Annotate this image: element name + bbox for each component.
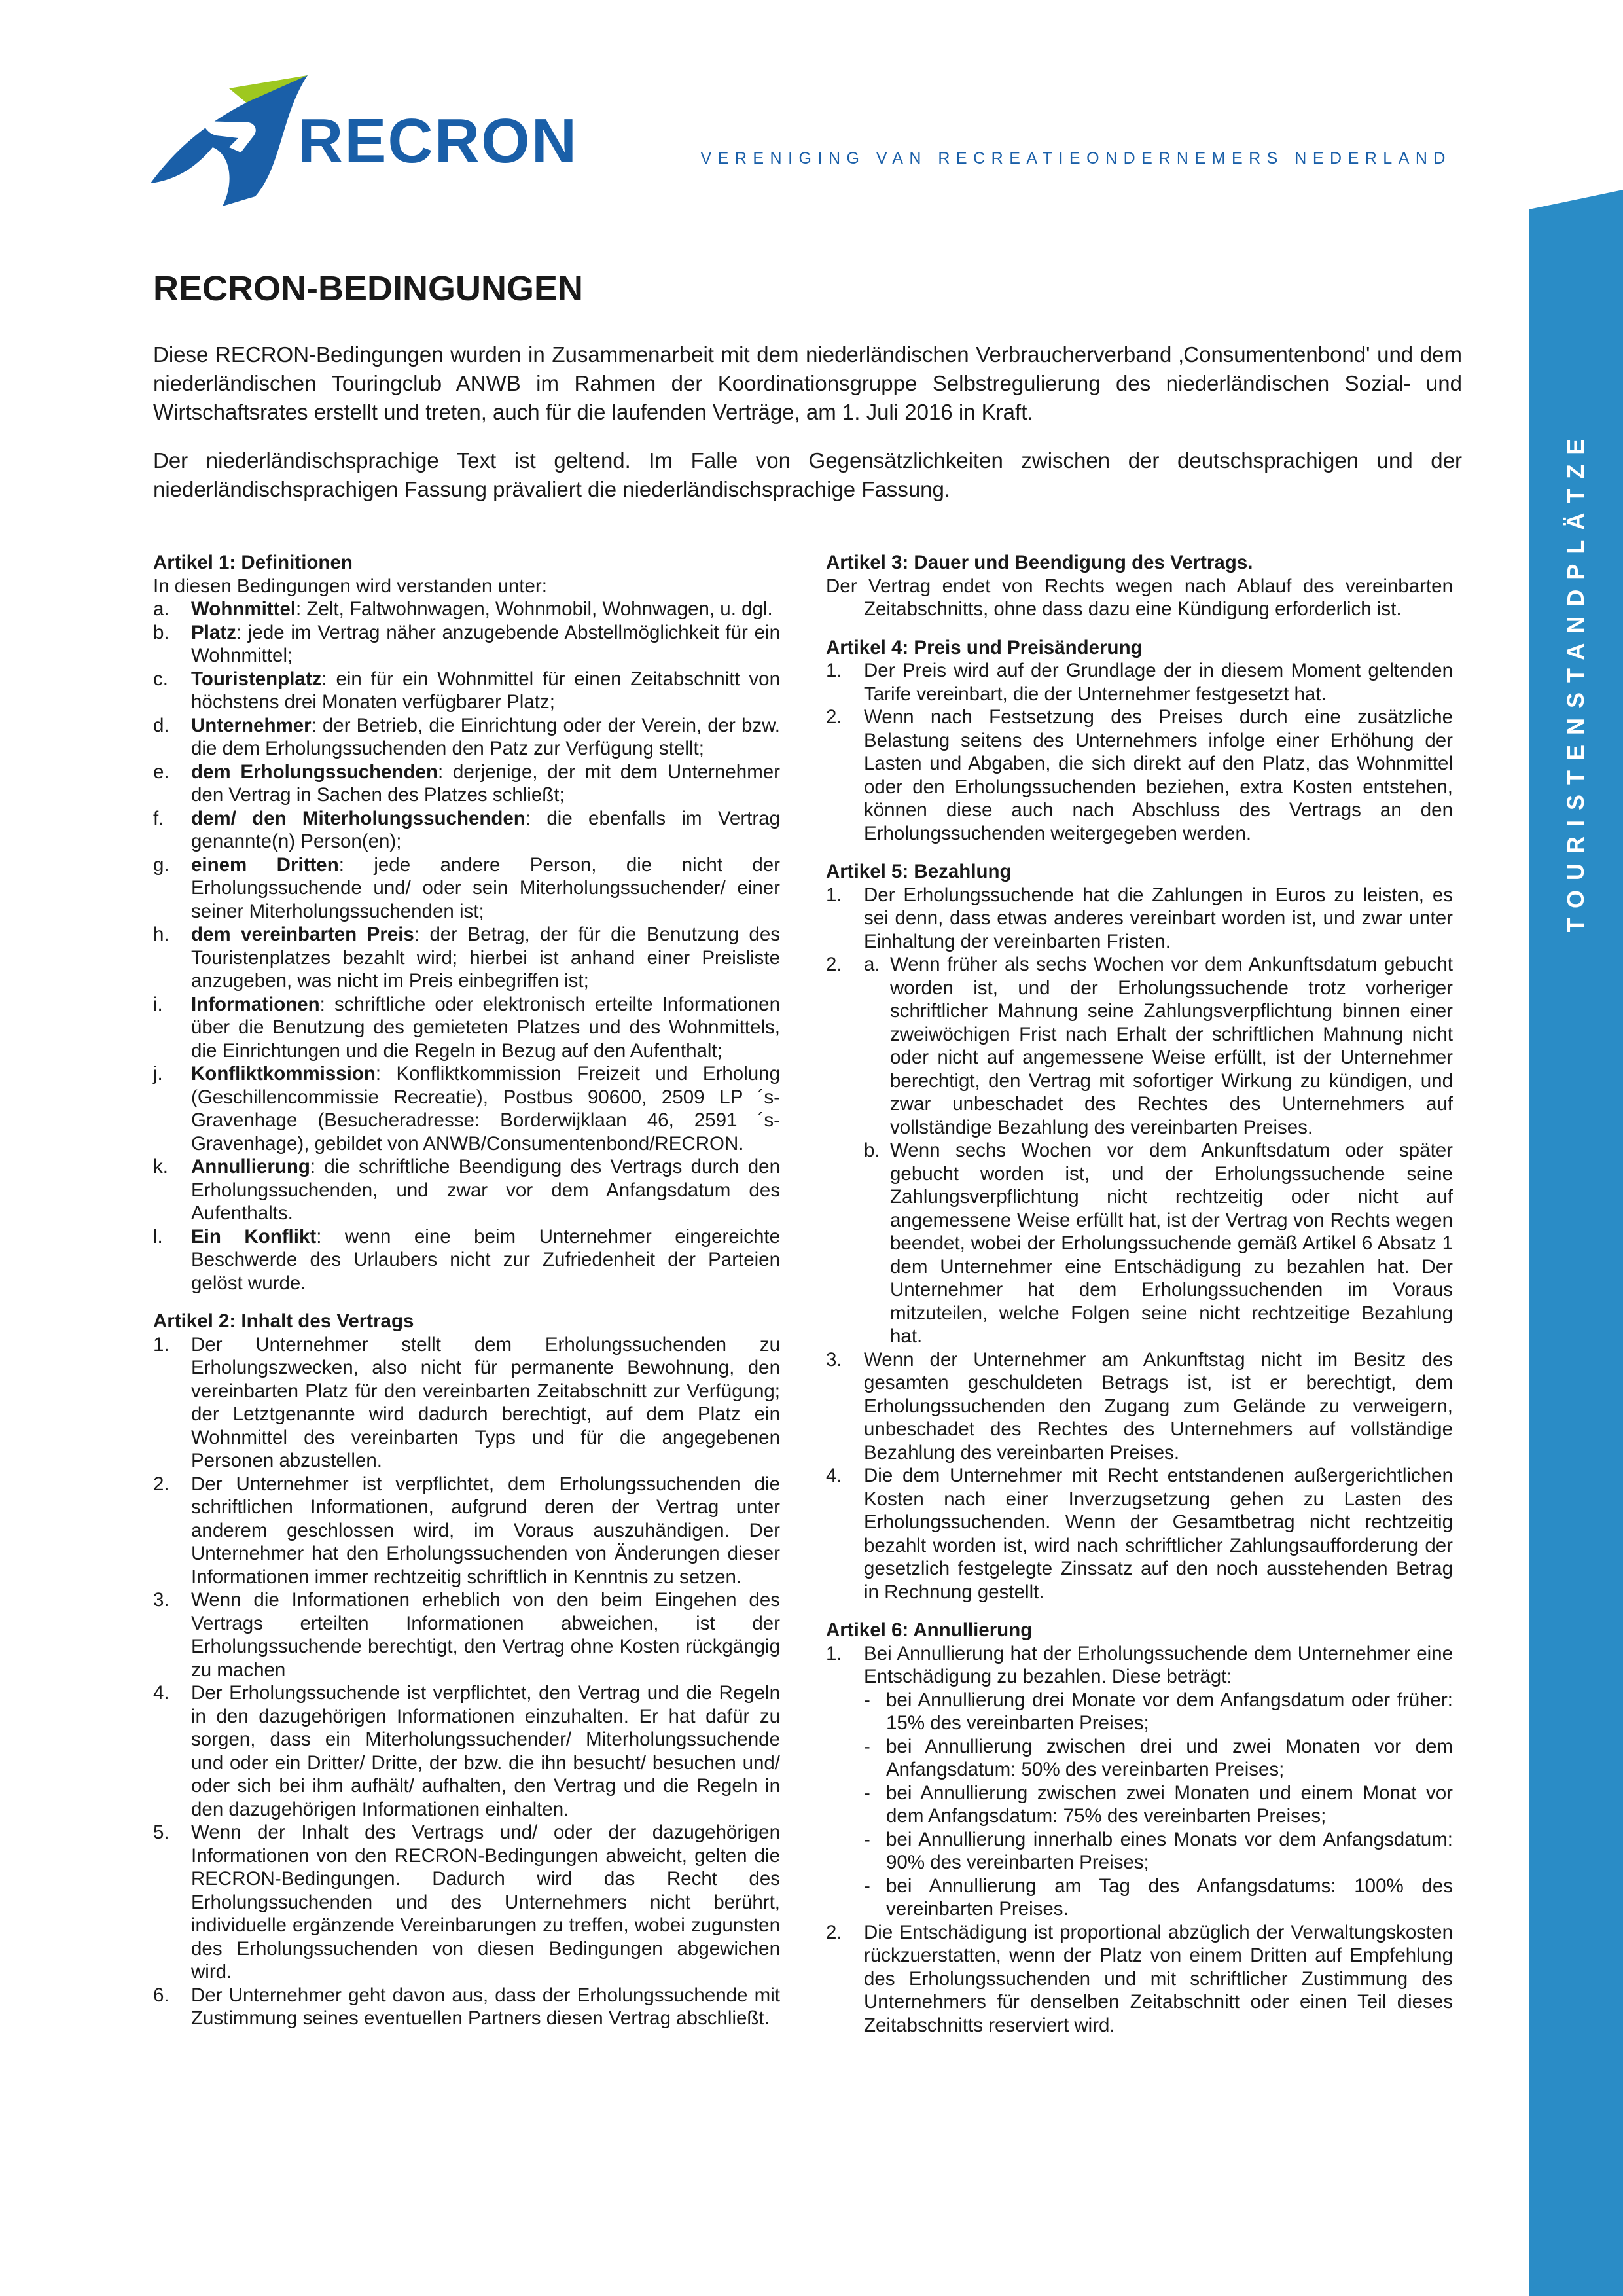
definition-list: [153, 598, 780, 1295]
definition-text: [191, 714, 780, 761]
definition-term: Unternehmer: [191, 714, 312, 736]
list-text: Der Preis wird auf der Grundlage der in diesem Moment geltenden Tarife vereinbart, die der Unternehmer festgesetzt hat.: [864, 660, 1453, 705]
list-marker: 4.: [153, 1682, 169, 1704]
list-marker: 1.: [826, 884, 842, 906]
dash-item: [826, 1689, 1453, 1735]
definition-item: [153, 807, 780, 853]
list-text: Der Erholungssuchende ist verpflichtet, den Vertrag und die Regeln in den dazugehörigen Informationen einzuhalten. Er hat dafür zu sorgen, dass ein Miterholungssuchender/ Miterholungssuchende und oder ein Dritter/ Dritte, der bzw. die ihn besucht/ besuchen und/ oder sich bei ihm aufhält/ aufhalten, den Vertrag und die Regeln in den dazugehörigen Informationen einhalten.: [191, 1682, 780, 1820]
definition-item: [153, 1225, 780, 1295]
left-column: [153, 551, 780, 2045]
list-marker: b.: [153, 621, 169, 643]
list-item: [826, 706, 1453, 845]
sidebar-label: TOURISTENSTANDPLÄTZE: [1562, 429, 1589, 933]
definition-item: [153, 853, 780, 924]
definition-item: [153, 993, 780, 1063]
article-heading: Artikel 1: Definitionen: [153, 552, 353, 573]
dash-marker: -: [864, 1735, 870, 1757]
definition-text: [191, 1225, 780, 1295]
list-marker: 3.: [153, 1589, 169, 1611]
definition-body: : wenn eine beim Unternehmer eingereichte Beschwerde des Urlaubers nicht zur Zufriedenheit der Parteien gelöst wurde.: [191, 1225, 780, 1294]
sub-text: Wenn früher als sechs Wochen vor dem Ankunftsdatum gebucht worden ist, und der Erholungssuchende trotz vorheriger schriftlicher Mahnung seine Zahlungsverpflichtung binnen einer zweiwöchigen Frist nach Erhalt der schriftlichen Mahnung nicht oder nicht auf angemessene Weise erfüllt, ist der Unternehmer berechtigt, den Vertrag mit sofortiger Wirkung zu kündigen, und zwar unbeschadet des Rechtes des Unternehmers auf vollständige Bezahlung des vereinbarten Preises.: [890, 954, 1453, 1138]
dash-list: [826, 1689, 1453, 1921]
list-item: [153, 1984, 780, 2030]
list-marker: c.: [153, 668, 168, 690]
list-text: Die dem Unternehmer mit Recht entstandenen außergerichtlichen Kosten nach einer Inverzugsetzung gehen zu Lasten des Erholungssuchenden. Wenn der Gesamtbetrag nicht rechtzeitig bezahlt worden ist, wird nach schriftlicher Zahlungsaufforderung der gesetzlich festgelegte Zinssatz auf den noch ausstehenden Betrag in Rechnung gestellt.: [864, 1465, 1453, 1603]
definition-term: dem/ den Miterholungssuchenden: [191, 807, 526, 829]
list-marker: 2.: [153, 1473, 169, 1495]
list-marker: 2.: [826, 1921, 842, 1943]
dash-marker: -: [864, 1874, 870, 1897]
definition-text: [191, 923, 780, 993]
definition-item: [153, 923, 780, 993]
article-heading: Artikel 4: Preis und Preisänderung: [826, 636, 1143, 658]
definition-body: : die ebenfalls im Vertrag genannte(n) Person(en);: [191, 807, 780, 852]
numbered-list: [826, 659, 1453, 845]
list-text: Die Entschädigung ist proportional abzüglich der Verwaltungskosten rückzuerstatten, wenn der Platz von einem Dritten auf Empfehlung des Erholungssuchenden und mit schriftlicher Zustimmung des Unternehmers für denselben Zeitabschnitt oder einen Teil dieses Zeitabschnitts reserviert wird.: [864, 1921, 1453, 2036]
definition-body: : derjenige, der mit dem Unternehmer den Vertrag in Sachen des Platzes schließt;: [191, 761, 780, 806]
tagline: VERENIGING VAN RECREATIEONDERNEMERS NEDERLAND: [700, 149, 1452, 168]
dash-item: [826, 1782, 1453, 1828]
article-1: [153, 551, 780, 1295]
logo-wordmark: RECRON: [298, 106, 579, 176]
definition-text: [191, 853, 780, 924]
definition-item: [153, 761, 780, 807]
list-marker: a.: [153, 598, 169, 620]
list-item: [153, 1588, 780, 1681]
dash-text: bei Annullierung drei Monate vor dem Anfangsdatum oder früher: 15% des vereinbarten Preises;: [886, 1689, 1453, 1734]
dash-marker: -: [864, 1782, 870, 1804]
definition-text: [191, 1155, 780, 1225]
definition-term: Platz: [191, 621, 236, 643]
list-marker: 1.: [826, 1642, 842, 1664]
page-title: RECRON-BEDINGUNGEN: [153, 269, 584, 308]
list-item: [826, 884, 1453, 954]
dash-item: [826, 1874, 1453, 1921]
definition-item: [153, 621, 780, 668]
definition-item: [153, 598, 780, 621]
article-3: [826, 551, 1453, 621]
dash-item: [826, 1735, 1453, 1782]
list-marker: d.: [153, 714, 169, 736]
article-6: [826, 1619, 1453, 2037]
definition-item: [153, 668, 780, 714]
list-item: [826, 1464, 1453, 1604]
definition-item: [153, 714, 780, 761]
list-item: [826, 1642, 1453, 1689]
list-marker: 1.: [153, 1333, 169, 1355]
definition-body: : ein für ein Wohnmittel für einen Zeitabschnitt von höchstens drei Monaten verfügbarer Platz;: [191, 668, 780, 713]
list-item: [826, 1348, 1453, 1465]
logo-blue-swoosh: [151, 75, 308, 206]
definition-term: Ein Konflikt: [191, 1225, 317, 1247]
list-text: Wenn der Inhalt des Vertrags und/ oder der dazugehörigen Informationen von den RECRON-Bedingungen abweicht, gelten die RECRON-Bedingungen. Dadurch wird das Recht des Erholungssuchenden und des Unternehmers nicht berührt, individuelle ergänzende Vereinbarungen zu treffen, wobei zugunsten des Erholungssuchenden von diesen Bedingungen abgewichen wird.: [191, 1821, 780, 1982]
list-marker: i.: [153, 993, 163, 1015]
list-marker: e.: [153, 761, 169, 783]
right-column: [826, 551, 1453, 2052]
definition-text: [191, 993, 780, 1063]
definition-body: : schriftliche oder elektronisch erteilte Informationen über die Benutzung des gemieteten Platzes und des Wohnmittels, die Einrichtungen und die Regeln in Bezug auf den Aufenthalt;: [191, 993, 780, 1062]
numbered-list: [153, 1333, 780, 2030]
list-text: Bei Annullierung hat der Erholungssuchende dem Unternehmer eine Entschädigung zu bezahlen. Diese beträgt:: [864, 1642, 1453, 1687]
dash-marker: -: [864, 1689, 870, 1711]
sub-item: [864, 1139, 1453, 1348]
article-text: In diesen Bedingungen wird verstanden unter:: [153, 575, 547, 597]
dash-marker: -: [864, 1828, 870, 1850]
intro-paragraph: Der niederländischsprachige Text ist geltend. Im Falle von Gegensätzlichkeiten zwischen der deutschsprachigen und der niederländischsprachigen Fassung prävaliert die niederländischsprachige Fassung.: [153, 448, 1462, 501]
definition-term: Wohnmittel: [191, 598, 296, 620]
definition-term: dem vereinbarten Preis: [191, 924, 414, 945]
list-item: [153, 1821, 780, 1984]
sub-marker: b.: [864, 1139, 880, 1161]
definition-body: : Konfliktkommission Freizeit und Erholung (Geschillencommissie Recreatie), Postbus 90600, 2509 LP ´s-Gravenhage (Besucheradresse: Borderwijklaan 46, 2591 ´s-Gravenhage), gebildet von ANWB/Consumentenbond/RECRON.: [191, 1063, 780, 1155]
article-heading: Artikel 5: Bezahlung: [826, 861, 1012, 882]
list-marker: 2.: [826, 954, 842, 975]
definition-text: [191, 668, 780, 714]
definition-body: : der Betrag, der für die Benutzung des Touristenplatzes bezahlt wird; hierbei ist anhand einer Preisliste anzugeben, was nicht im Preis einbegriffen ist;: [191, 924, 780, 992]
article-heading: Artikel 2: Inhalt des Vertrags: [153, 1310, 414, 1332]
definition-text: [191, 761, 780, 807]
article-heading: Artikel 6: Annullierung: [826, 1619, 1033, 1641]
sub-item: [864, 953, 1453, 1139]
list-item: [826, 659, 1453, 706]
list-text: Wenn der Unternehmer am Ankunftstag nicht im Besitz des gesamten geschuldeten Betrags ist, ist er berechtigt, dem Erholungssuchenden den Zugang zum Gelände zu verweigern, unbeschadet des Rechtes des Unternehmers auf vollständige Bezahlung des vereinbarten Preises.: [864, 1348, 1453, 1463]
definition-text: [191, 807, 780, 853]
dash-text: bei Annullierung am Tag des Anfangsdatums: 100% des vereinbarten Preises.: [886, 1874, 1453, 1920]
article-2: [153, 1310, 780, 2030]
list-item: [826, 1921, 1453, 2037]
definition-text: [191, 1062, 780, 1155]
list-marker: 4.: [826, 1465, 842, 1486]
list-marker: j.: [153, 1063, 163, 1085]
article-4: [826, 636, 1453, 846]
list-marker: g.: [153, 853, 169, 876]
definition-term: Informationen: [191, 993, 320, 1015]
definition-item: [153, 1155, 780, 1225]
intro: [153, 340, 1462, 524]
list-marker: 3.: [826, 1348, 842, 1371]
list-marker: k.: [153, 1156, 168, 1177]
definition-term: Annullierung: [191, 1156, 310, 1177]
list-marker: 5.: [153, 1821, 169, 1843]
list-text: Der Unternehmer ist verpflichtet, dem Erholungssuchenden die schriftlichen Informationen, aufgrund deren der Vertrag unter anderem geschlossen wird, im Voraus auszuhändigen. Der Unternehmer hat den Erholungssuchenden von Änderungen dieser Informationen immer rechtzeitig schriftlich in Kenntnis zu setzen.: [191, 1473, 780, 1588]
list-text: Wenn nach Festsetzung des Preises durch eine zusätzliche Belastung seitens des Unternehmers infolge einer Erhöhung der Lasten und Abgaben, die sich direkt auf den Platz, das Wohnmittel oder den Erholungssuchenden beziehen, extra Kosten entstehen, können diese auch nach Abschluss des Vertrags an den Erholungssuchenden weitergegeben werden.: [864, 706, 1453, 844]
article-heading: Artikel 3: Dauer und Beendigung des Vertrags.: [826, 552, 1253, 573]
list-text: Der Erholungssuchende hat die Zahlungen in Euros zu leisten, es sei denn, dass etwas anderes vereinbart worden ist, und zwar unter Einhaltung der vereinbarten Fristen.: [864, 884, 1453, 952]
definition-item: [153, 1062, 780, 1155]
list-text: Der Unternehmer geht davon aus, dass der Erholungssuchende mit Zustimmung seines eventuellen Partners diesen Vertrag abschließt.: [191, 1984, 780, 2029]
definition-body: : jede andere Person, die nicht der Erholungssuchende und/ oder sein Miterholungssuchender/ einer seiner Miterholungssuchenden ist;: [191, 853, 781, 922]
list-text: Der Unternehmer stellt dem Erholungssuchenden zu Erholungszwecken, also nicht für permanente Bewohnung, den vereinbarten Platz für den vereinbarten Zeitabschnitt zur Verfügung; der Letztgenannte wird dadurch berechtigt, auf dem Platz ein Wohnmittel des vereinbarten Typs und für die angegebenen Personen abzustellen.: [191, 1333, 780, 1471]
list-marker: 2.: [826, 706, 842, 728]
definition-body: : der Betrieb, die Einrichtung oder der Verein, der bzw. die dem Erholungssuchenden den Patz zur Verfügung stellt;: [191, 714, 780, 759]
definition-term: Touristenplatz: [191, 668, 322, 690]
list-text: Wenn die Informationen erheblich von den beim Eingehen des Vertrags erteilten Informationen abweichen, ist der Erholungssuchende berechtigt, den Vertrag ohne Kosten rückgängig zu machen: [191, 1589, 780, 1681]
dash-text: bei Annullierung zwischen drei und zwei Monaten vor dem Anfangsdatum: 50% des vereinbarten Preises;: [886, 1735, 1453, 1780]
list-item: [153, 1333, 780, 1473]
list-marker: l.: [153, 1225, 163, 1247]
definition-term: einem Dritten: [191, 853, 339, 876]
list-marker: f.: [153, 807, 164, 829]
definition-text: [191, 621, 780, 668]
sub-text: Wenn sechs Wochen vor dem Ankunftsdatum oder später gebucht worden ist, und der Erholungssuchende seine Zahlungsverpflichtung nicht rechtzeitig oder nicht auf angemessene Weise erfüllt hat, ist der Vertrag von Rechts wegen beendet, wobei der Erholungssuchende gemäß Artikel 6 Absatz 1 dem Unternehmer eine Entschädigung zu bezahlen hat. Der Unternehmer hat dem Erholungssuchenden im Voraus mitzuteilen, welche Folgen seine nicht rechtzeitige Bezahlung hat.: [890, 1139, 1453, 1347]
article-5: [826, 860, 1453, 1604]
list-item: [826, 953, 1453, 1348]
dash-item: [826, 1828, 1453, 1874]
definition-body: : jede im Vertrag näher anzugebende Abstellmöglichkeit für ein Wohnmittel;: [191, 621, 780, 666]
definition-text: [191, 598, 780, 621]
list-item: [153, 1681, 780, 1821]
dash-text: bei Annullierung zwischen zwei Monaten und einem Monat vor dem Anfangsdatum: 75% des vereinbarten Preises;: [886, 1782, 1453, 1827]
intro-paragraph: Diese RECRON-Bedingungen wurden in Zusammenarbeit mit dem niederländischen Verbraucherverband ‚Consumentenbond' und dem niederländischen Touringclub ANWB im Rahmen der Koordinationsgruppe Selbstregulierung des niederländischen Sozial- und Wirtschaftsrates erstellt und treten, auch für die laufenden Verträge, am 1. Juli 2016 in Kraft.: [153, 342, 1462, 424]
sub-marker: a.: [864, 954, 880, 975]
definition-body: : Zelt, Faltwohnwagen, Wohnmobil, Wohnwagen, u. dgl.: [296, 598, 773, 620]
definition-term: Konfliktkommission: [191, 1063, 376, 1085]
list-item: [153, 1473, 780, 1589]
definition-body: : die schriftliche Beendigung des Vertrags durch den Erholungssuchenden, und zwar vor dem Anfangsdatum des Aufenthalts.: [191, 1156, 780, 1224]
dash-text: bei Annullierung innerhalb eines Monats vor dem Anfangsdatum: 90% des vereinbarten Preises;: [886, 1828, 1453, 1873]
list-marker: 1.: [826, 660, 842, 681]
list-marker: h.: [153, 924, 169, 945]
list-marker: 6.: [153, 1984, 169, 2006]
article-text: Der Vertrag endet von Rechts wegen nach Ablauf des vereinbarten Zeitabschnitts, ohne dass dazu eine Kündigung erforderlich ist.: [826, 575, 1453, 620]
definition-term: dem Erholungssuchenden: [191, 761, 438, 783]
